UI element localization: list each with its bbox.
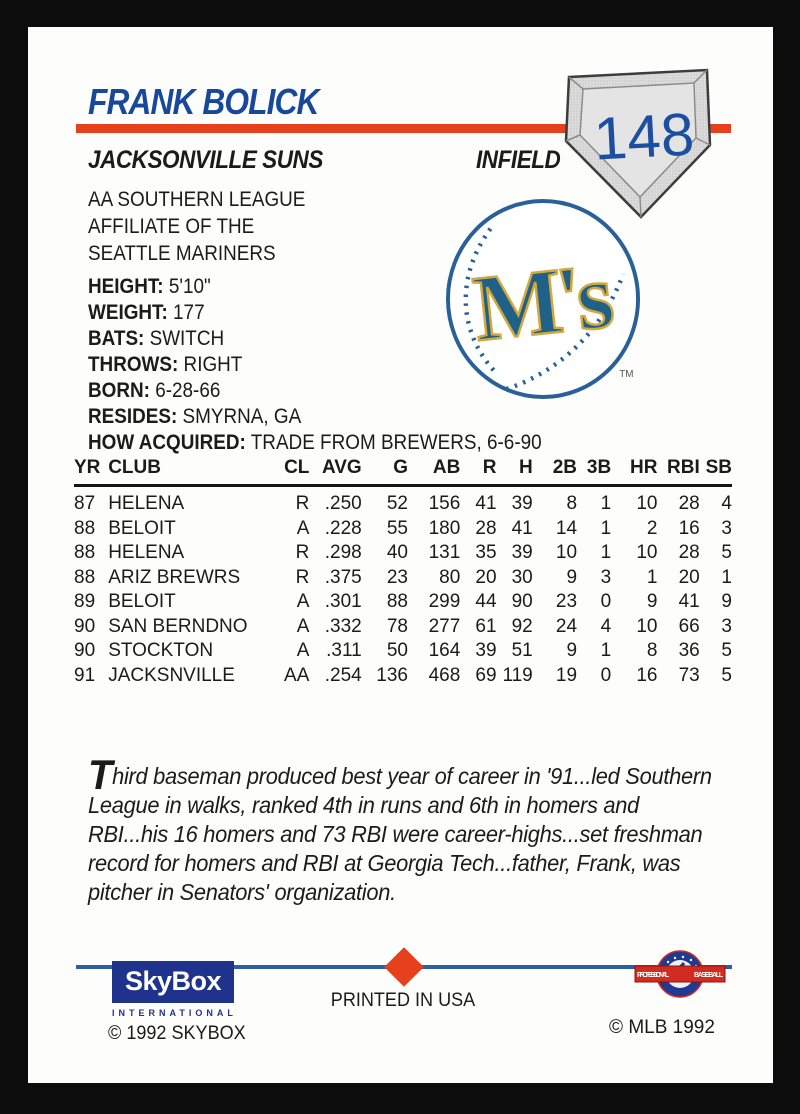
stats-cell: BELOIT [108, 591, 176, 613]
card-number-badge [561, 65, 715, 221]
stats-cell: 90 [74, 615, 96, 637]
stats-cell: 10 [555, 542, 578, 564]
bio-label: BATS: [88, 327, 145, 350]
bio-value: RIGHT [178, 353, 243, 376]
stats-cell: AA [284, 664, 310, 686]
stats-cell: 2 [646, 517, 658, 539]
stats-column-header: AVG [309, 457, 361, 486]
stats-cell: 88 [74, 542, 96, 564]
stats-cell: .250 [324, 493, 362, 515]
stats-cell: 89 [74, 591, 96, 613]
stats-cell: 28 [678, 542, 700, 564]
stats-cell: 5 [721, 664, 732, 686]
diamond-icon [384, 947, 424, 987]
affiliation-line: SEATTLE MARINERS [88, 242, 276, 265]
stats-cell: 1 [600, 640, 612, 662]
professional-baseball-logo [634, 949, 726, 1003]
stats-cell: BELOIT [108, 517, 176, 539]
stats-column-header: CLUB [108, 457, 261, 486]
affiliation-line: AA SOUTHERN LEAGUE [88, 188, 306, 211]
stats-column-header: CL [261, 457, 309, 486]
stats-cell: 40 [386, 542, 408, 564]
stats-header-row [74, 457, 732, 486]
stats-column-header: AB [408, 457, 460, 486]
stats-cell: 16 [678, 517, 700, 539]
stats-row [74, 566, 732, 591]
stats-cell: 14 [555, 517, 578, 539]
stats-cell: 156 [428, 493, 461, 515]
stats-cell: 10 [636, 493, 658, 515]
stats-cell: HELENA [108, 493, 185, 515]
stats-column-header: YR [74, 457, 108, 486]
stats-cell: 80 [439, 566, 461, 588]
stats-cell: R [295, 493, 310, 515]
stats-cell: 88 [386, 591, 408, 613]
stats-cell: 23 [386, 566, 408, 588]
stats-cell: 50 [386, 640, 408, 662]
stats-cell: .298 [324, 542, 362, 564]
stats-cell: 4 [600, 615, 612, 637]
stats-cell: 9 [566, 566, 578, 588]
stats-cell: 28 [678, 493, 700, 515]
stats-cell: 277 [428, 615, 461, 637]
stats-cell: 91 [74, 664, 96, 686]
printed-in-usa-label: PRINTED IN USA [330, 990, 476, 1011]
position-label: INFIELD [476, 146, 561, 174]
stats-cell: A [296, 517, 310, 539]
stats-cell: 55 [386, 517, 408, 539]
bio-label: BORN: [88, 379, 150, 402]
stats-cell: ARIZ BREWRS [108, 566, 241, 588]
stats-row [74, 664, 732, 689]
stats-cell: 16 [636, 664, 658, 686]
card-number: 148 [592, 100, 696, 173]
stats-cell: 136 [376, 664, 408, 686]
team-name: JACKSONVILLE SUNS [88, 146, 323, 174]
bio-line [88, 404, 542, 430]
mariners-logo [445, 197, 643, 401]
stats-cell: 0 [600, 591, 612, 613]
card-back [28, 27, 773, 1083]
mariners-ms-monogram: M's [468, 243, 613, 362]
stats-row [74, 517, 732, 542]
stats-column-header: SB [700, 457, 732, 486]
mlb-copyright: © MLB 1992 [609, 1017, 715, 1038]
stats-cell: 41 [475, 493, 497, 515]
career-note [88, 751, 723, 907]
stats-cell: 1 [600, 542, 612, 564]
stats-cell: .332 [324, 615, 362, 637]
stats-cell: A [296, 640, 310, 662]
bio-label: THROWS: [88, 353, 179, 376]
pro-baseball-text-left: PROFESSIONAL [637, 972, 669, 979]
stats-row [74, 541, 732, 566]
stats-cell: 88 [74, 566, 96, 588]
stats-table [74, 457, 732, 688]
player-name: FRANK BOLICK [88, 81, 319, 122]
stats-cell: 39 [475, 640, 497, 662]
stats-cell: .301 [324, 591, 362, 613]
bio-label: HEIGHT: [88, 275, 164, 298]
stats-cell: 164 [428, 640, 461, 662]
pro-baseball-text-right: BASEBALL [694, 972, 723, 979]
stats-cell: 90 [74, 640, 96, 662]
skybox-copyright: © 1992 SKYBOX [108, 1023, 246, 1044]
stats-cell: 131 [428, 542, 461, 564]
stats-cell: 66 [678, 615, 700, 637]
bio-label: WEIGHT: [88, 301, 168, 324]
stats-cell: 9 [566, 640, 578, 662]
stats-row [74, 639, 732, 664]
stats-cell: A [296, 591, 310, 613]
stats-cell: 1 [600, 493, 612, 515]
bio-value: SMYRNA, GA [177, 405, 302, 428]
bio-label: RESIDES: [88, 405, 178, 428]
stats-cell: 52 [386, 493, 408, 515]
stats-cell: 3 [600, 566, 612, 588]
stats-cell: 35 [475, 542, 497, 564]
stats-cell: 10 [636, 542, 658, 564]
stats-cell: 69 [475, 664, 497, 686]
stats-cell: HELENA [108, 542, 185, 564]
stats-cell: 8 [646, 640, 658, 662]
stats-cell: 73 [678, 664, 700, 686]
stats-column-header: G [362, 457, 408, 486]
stats-cell: 87 [74, 493, 96, 515]
stats-cell: 180 [428, 517, 461, 539]
stats-cell: 24 [555, 615, 578, 637]
stats-cell: 1 [646, 566, 658, 588]
stats-cell: SAN BERNDNO [108, 615, 248, 637]
stats-cell: R [295, 542, 310, 564]
stats-cell: 9 [721, 591, 732, 613]
affiliation-block [88, 186, 305, 267]
stats-cell: 36 [678, 640, 700, 662]
stats-cell: 1 [600, 517, 612, 539]
stats-cell: 23 [555, 591, 578, 613]
stats-cell: 119 [502, 664, 533, 686]
stats-cell: 39 [511, 493, 533, 515]
stats-cell: .311 [326, 640, 362, 662]
stats-column-header: HR [611, 457, 657, 486]
bio-value: SWITCH [144, 327, 225, 350]
stats-cell: .254 [324, 664, 362, 686]
stats-cell: 3 [721, 615, 732, 637]
stats-column-header: H [497, 457, 533, 486]
bio-label: HOW ACQUIRED: [88, 431, 246, 454]
stats-cell: 44 [475, 591, 497, 613]
stats-cell: 9 [646, 591, 658, 613]
stats-cell: 4 [721, 493, 732, 515]
affiliation-line: AFFILIATE OF THE [88, 215, 255, 238]
stats-column-header: 3B [577, 457, 611, 486]
stats-cell: 88 [74, 517, 96, 539]
stats-cell: 28 [475, 517, 497, 539]
stats-cell: 20 [475, 566, 497, 588]
stats-cell: 5 [721, 542, 732, 564]
bio-value: TRADE FROM BREWERS, 6-6-90 [245, 431, 542, 454]
stats-cell: .375 [324, 566, 362, 588]
stats-cell: 41 [511, 517, 533, 539]
stats-row [74, 615, 732, 640]
bio-value: 5'10" [163, 275, 211, 298]
skybox-logo: SkyBox [112, 961, 234, 1003]
dropcap: T [88, 751, 113, 798]
bio-line [88, 430, 542, 456]
stats-cell: 30 [511, 566, 533, 588]
stats-cell: A [296, 615, 310, 637]
stats-cell: 51 [511, 640, 533, 662]
bio-value: 6-28-66 [149, 379, 221, 402]
stats-column-header: R [460, 457, 496, 486]
stats-cell: 39 [511, 542, 533, 564]
skybox-international-label: INTERNATIONAL [112, 1008, 237, 1018]
stats-column-header: RBI [658, 457, 700, 486]
stats-cell: 1 [721, 566, 732, 588]
stats-row [74, 590, 732, 615]
stats-cell: 0 [600, 664, 612, 686]
stats-cell: 20 [678, 566, 700, 588]
stats-cell: 19 [555, 664, 578, 686]
stats-cell: 90 [511, 591, 533, 613]
stats-cell: JACKSNVILLE [108, 664, 235, 686]
stats-cell: 10 [636, 615, 658, 637]
stats-cell: STOCKTON [108, 640, 214, 662]
stats-cell: 8 [566, 493, 578, 515]
stats-cell: 299 [428, 591, 461, 613]
stats-cell: 5 [721, 640, 732, 662]
trademark-label: TM [619, 369, 634, 381]
stats-column-header: 2B [533, 457, 577, 486]
stats-cell: 61 [475, 615, 497, 637]
stats-cell: .228 [324, 517, 362, 539]
stats-row [74, 486, 732, 517]
career-note-text: hird baseman produced best year of career in '91...led Southern League in walks, ranked 4th in runs and 6th in homers and RBI...his 16 homers and 73 RBI were career-highs...set freshman record for homers and RBI at Georgia Tech...father, Frank, was pitcher in Senators' organization. [88, 763, 712, 905]
bio-value: 177 [167, 301, 205, 324]
stats-cell: 41 [678, 591, 700, 613]
stats-cell: 3 [721, 517, 732, 539]
stats-cell: R [295, 566, 310, 588]
stats-cell: 78 [386, 615, 408, 637]
stats-cell: 468 [428, 664, 461, 686]
stats-cell: 92 [511, 615, 533, 637]
